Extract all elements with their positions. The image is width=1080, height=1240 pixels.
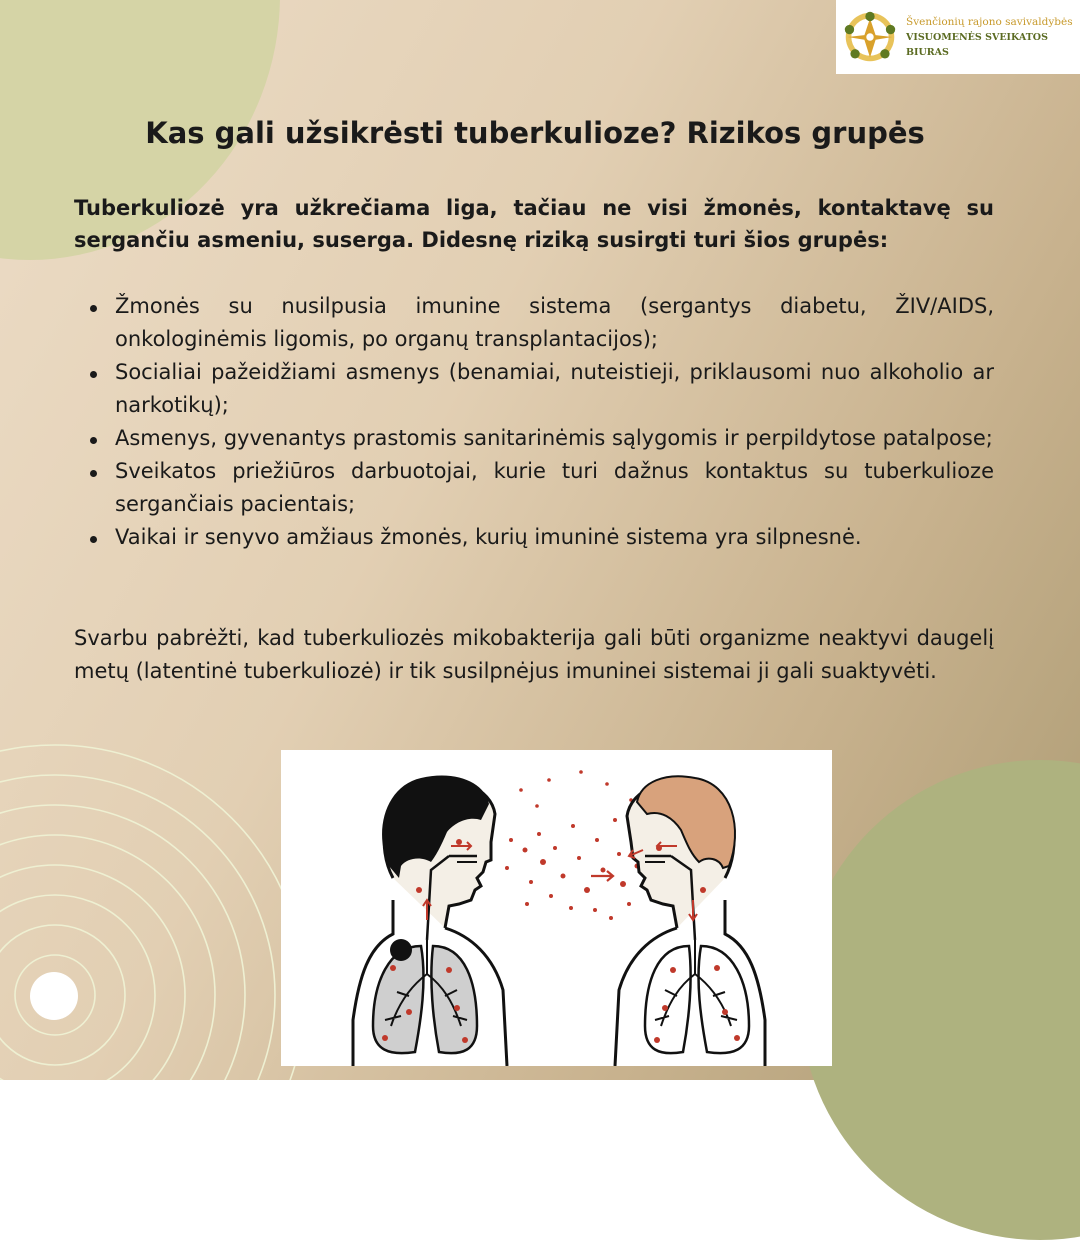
airflow-arrow-icon: [591, 871, 613, 881]
list-item-text: Socialiai pažeidžiami asmenys (benamiai, nuteistieji, priklausomi nuo alkoholio ar narkotikų);: [115, 360, 994, 417]
bullet-icon: [90, 470, 97, 477]
airborne-transmission-drawing: [281, 750, 832, 1066]
intro-paragraph: Tuberkuliozė yra užkrečiama liga, tačiau ne visi žmonės, kontaktavę su sergančiu asmeniu, suserga. Didesnę riziką susirgti turi šios grupės:: [74, 196, 994, 252]
list-item-text: Sveikatos priežiūros darbuotojai, kurie turi dažnus kontaktus su tuberkulioze sergančiais pacientais;: [115, 459, 994, 516]
droplet-cloud: [505, 770, 640, 920]
list-item: [74, 356, 994, 422]
risk-group-list: [74, 290, 994, 554]
bullet-icon: [90, 437, 97, 444]
list-item: [74, 422, 994, 455]
closing-paragraph: Svarbu pabrėžti, kad tuberkuliozės mikobakterija gali būti organizme neaktyvi daugelį metų (latentinė tuberkuliozė) ir tik susilpnėjus imuninei sistemai ji gali suaktyvėti.: [74, 626, 994, 683]
logo-line-municipality: Švenčionių rajono savivaldybės: [906, 15, 1073, 28]
bullet-icon: [90, 371, 97, 378]
page-title: Kas gali užsikrėsti tuberkulioze? Rizikos grupės: [145, 116, 925, 150]
infected-person-figure: [353, 776, 507, 1066]
decorative-dot: [30, 972, 78, 1020]
transmission-illustration: [281, 750, 832, 1066]
decorative-rings: [0, 720, 320, 1080]
list-item: [74, 455, 994, 521]
bullet-icon: [90, 305, 97, 312]
list-item-text: Vaikai ir senyvo amžiaus žmonės, kurių imuninė sistema yra silpnesnė.: [115, 525, 862, 549]
list-item: [74, 290, 994, 356]
organization-logo: [836, 0, 1080, 74]
list-item-text: Žmonės su nusilpusia imunine sistema (sergantys diabetu, ŽIV/AIDS, onkologinėmis ligomis, po organų transplantacijos);: [115, 294, 994, 351]
list-item-text: Asmenys, gyvenantys prastomis sanitarinėmis sąlygomis ir perpildytose patalpose;: [115, 426, 993, 450]
logo-line-bureau: VISUOMENĖS SVEIKATOS BIURAS: [906, 31, 1048, 58]
emblem-icon: [842, 9, 898, 65]
bullet-icon: [90, 536, 97, 543]
exposed-person-figure: [615, 776, 765, 1066]
list-item: [74, 521, 994, 554]
